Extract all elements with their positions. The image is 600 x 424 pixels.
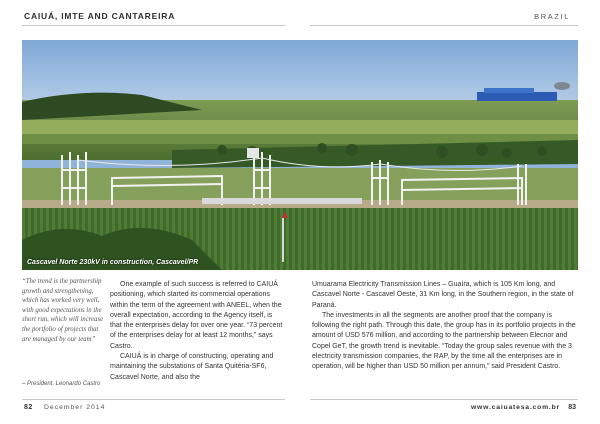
photo-caption: Cascavel Norte 230kV in construction, Cascavel/PR [27,259,199,266]
issue-date: December 2014 [44,404,106,411]
section-title: CAIUÁ, IMTE AND CANTAREIRA [24,11,176,21]
pull-quote-author: – President, Leonardo Castro [22,381,101,387]
article-column-1 [110,280,285,383]
website-link[interactable]: www.caiuatesa.com.br [470,404,560,411]
article-paragraph: One example of such success is referred to CAIUÁ positioning, which started its commercial operations within the term of the agreement with ANEEL, when the overall expectation, according to the Agency itself, is that the enterprises delay for over one year. “73 percent of the enterprises delay for at least 12 months,” says Castro. [110,281,283,350]
page-number-right: 83 [568,404,576,411]
country-label: BRAZIL [534,12,570,21]
page-number-left: 82 [24,404,33,411]
substation-photo [22,40,578,270]
article-paragraph: Umuarama Electricity Transmission Lines – Guaíra, which is 105 Km long, and Cascavel Norte - Cascavel Oeste, 31 Km long, in the Southern region, in the state of Paraná. [312,281,574,309]
pull-quote: “The trend is the partnership growth and strengthening, which has worked very well, with good expectations in the short run, which will increase the portfolio of projects that are managed by our team” [22,278,104,343]
article-column-2 [312,280,578,373]
article-paragraph: The investments in all the segments are another proof that the company is following the right path. Through this date, the group has in its portfolio projects in the amount of USD 576 million, and according to the partnership between Elecnor and Copel GeT, the growth trend is inevitable. “Today the group sales revenue with the 3 electricity transmission companies, the RAP, by the time all the enterprises are in operation, will be higher than USD 50 million per annum,” said President Castro. [312,311,576,371]
article-paragraph: CAIUÁ is in charge of constructing, operating and maintaining the substations of Santa Quitéria-SF6, Cascavel Norte, and also the [110,353,274,381]
